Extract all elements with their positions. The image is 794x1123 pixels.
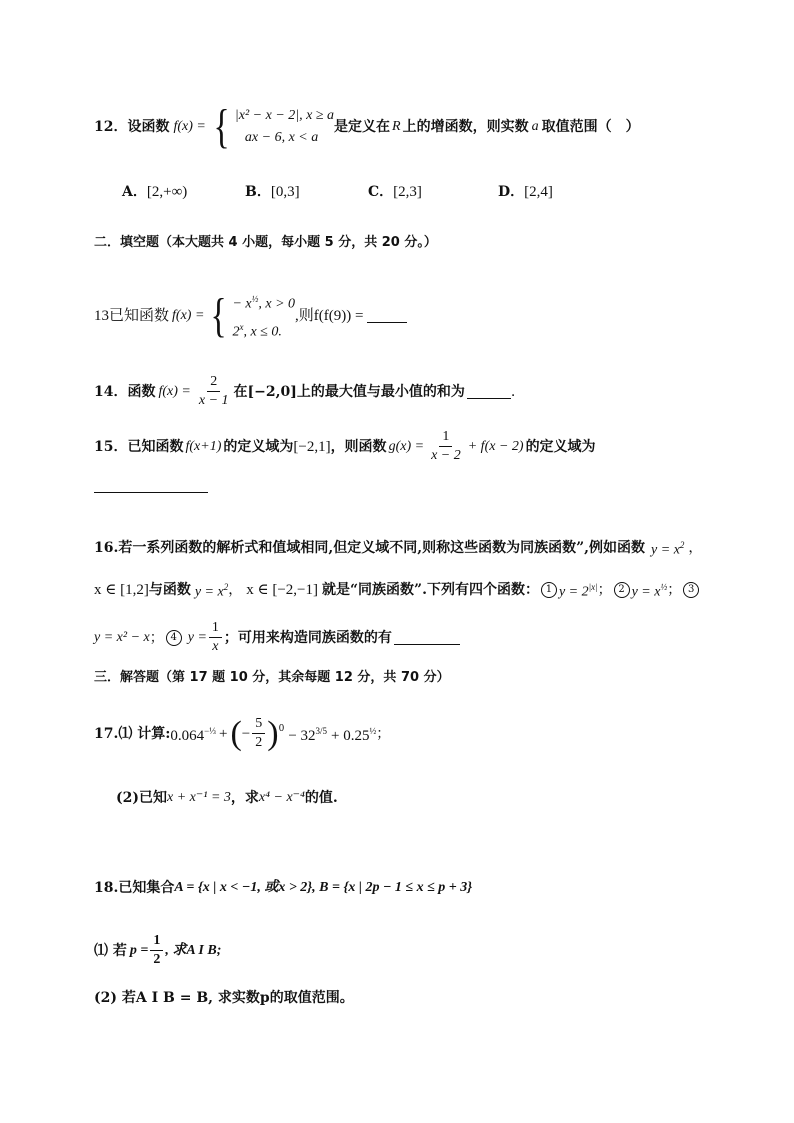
q15-lead: 已知函数 [127,438,184,455]
q16-same-family: 就是“同族函数”.下列有四个函数： [321,581,539,598]
question-18-part1 [94,932,734,969]
q12-a: a [531,119,539,134]
q13-piecewise: { − $x^{\frac{1}{2}}$, x > 0 2$^x$, x ≤ 0. [210,288,296,342]
q14-number: 14． [94,383,128,400]
q14-func: f(x) = [158,383,191,399]
question-16-line1: 16.若一系列函数的解析式和值域相同,但定义域不同,则称这些函数为同族函数”,例如函数 $y = x^2$ ， [94,535,734,561]
q15-fraction: $\frac{1}{x - 2}$ [431,429,461,463]
q12-options [122,182,734,202]
circled-4: 4 [166,630,182,646]
q18-p2: (2) 若A I B = B, 求实数p的取值范围。 [94,990,354,1006]
question-13 [94,288,734,343]
q12-func: f(x) = [173,119,206,134]
question-12 [94,100,734,153]
question-17-part2 [116,788,734,808]
q15-number: 15． [94,438,128,455]
q18-lead: 18.已知集合 [94,880,175,896]
section-2-heading: 二．填空题（本大题共 4 小题，每小题 5 分，共 20 分。） [94,235,437,250]
q12-piecewise: { |x² − x − 2|, x ≥ a ax − 6, x < a [213,100,335,153]
q16-eq1: $y = x^2$ [651,540,685,558]
q17-p2-lead: (2)已知 [116,790,167,806]
q17-lead: 17.⑴ 计算: [94,725,171,742]
question-15 [94,428,734,465]
q16-answer-blank[interactable] [394,630,460,645]
q15-g: g(x) = [388,438,425,454]
q15-plus: + f(x − 2) [467,438,524,454]
q12-lead: 设函数 [127,119,170,135]
q13-lead: 13已知函数 [94,307,170,324]
circled-1: 1 [541,582,557,598]
q17-p2-eq: x + x⁻¹ = 3 [167,790,231,805]
q13-tail: ,则f(f(9)) = [295,307,364,324]
option-d[interactable]: D．[2,4] [498,184,553,200]
section-3-heading: 三．解答题（第 17 题 10 分，其余每题 12 分，共 70 分） [94,670,450,685]
q16-domain2: x ∈ [−2,−1] [246,581,318,598]
q14-tail: 在[−2,0]上的最大值与最小值的和为 [233,383,465,400]
q16-domain1: x ∈ [1,2] [94,581,149,598]
option-c[interactable]: C．[2,3] [368,184,422,200]
q16-f2: $y = x^{\frac{1}{2}}$ [631,582,668,600]
q18-p1-lead: ⑴ 若 [94,942,127,959]
option-a[interactable]: A．[2,+∞) [122,184,188,200]
q12-tail2: 上的增函数，则实数 [402,119,529,135]
q16-with: 与函数 [148,581,191,598]
question-17-part1: 17.⑴ 计算: $0.064^{-\frac{1}{3}}$ + ( − $\frac{5}{2}$ ) $^0$ − $32^{3/5}$ + $0.25^{\frac{1}{2}}$ ； [94,714,391,752]
q12-number: 12． [94,119,128,135]
q18-sets: A = {x | x < −1, 或x > 2}, B = {x | 2p − 1 ≤ x ≤ p + 3} [174,880,473,895]
q14-lead: 函数 [127,383,156,400]
question-16-line3: y = x² − x ； 4 y = $\frac{1}{x}$ ；可用来构造同族函数的有 [94,619,734,656]
q14-fraction: $\frac{2}{x - 1}$ [198,374,229,408]
q15-answer-blank[interactable] [94,478,208,493]
q17-term3: − $32^{3/5}$ [288,726,328,744]
q17-p2-mid: ，求 [230,790,259,806]
q17-p2-tail: 的值. [304,790,338,806]
q13-answer-blank[interactable] [367,308,407,323]
q12-case2: ax − 6, x < a [244,130,319,145]
q16-f1: $y = 2^{|x|}$ [558,582,598,600]
q18-p1-fraction: $\frac{1}{2}$ [150,932,163,969]
q16-eq2: $y = x^2$ [194,582,229,600]
q18-p1-tail: , 求A I B; [165,942,222,958]
q13-func: f(x) = [172,307,205,323]
q17-p2-ask: x⁴ − x⁻⁴ [258,790,305,805]
option-b[interactable]: B．[0,3] [245,184,300,200]
q16-f4-lead: y = [187,629,207,645]
q15-f1: f(x+1) [185,438,222,454]
question-14: 14． 函数 f(x) = $\frac{2}{x - 1}$ 在[−2,0]上的最大值与最小值的和为 . [94,374,516,408]
q15-domain: [−2,1] [293,438,331,455]
q12-tail1: 是定义在 [334,119,391,135]
q12-R: R [392,119,401,134]
q15-mid2: ，则函数 [330,438,387,455]
q17-term4: + $0.25^{\frac{1}{2}}$ [331,726,377,744]
q18-p1-var: p = [129,942,149,958]
q15-tail: 的定义域为 [525,438,596,455]
q17-fraction: $\frac{5}{2}$ [252,715,265,752]
q12-case1: |x² − x − 2|, x ≥ a [234,108,335,123]
q16-f4-fraction: $\frac{1}{x}$ [209,619,222,656]
q16-f3: y = x² − x [94,629,150,645]
q16-line1: 16.若一系列函数的解析式和值域相同,但定义域不同,则称这些函数为同族函数”,例如函数 [94,539,646,556]
q15-mid1: 的定义域为 [223,438,294,455]
question-16-line2: x ∈ [1,2] 与函数 $y = x^2$ ， x ∈ [−2,−1] 就是“同族函数”.下列有四个函数： 1 $y = 2^{|x|}$ ； 2 $y = x^{\frac{1}{2}}$ ； 3 [94,577,734,603]
q16-tail: ；可用来构造同族函数的有 [223,629,392,646]
circled-3: 3 [683,582,699,598]
circled-2: 2 [614,582,630,598]
q14-answer-blank[interactable] [467,384,511,399]
question-18 [94,878,734,898]
q17-term1: $0.064^{-\frac{1}{3}}$ [170,726,216,744]
question-18-part2 [94,988,734,1008]
q12-tail3: 取值范围（ ） [541,119,640,135]
